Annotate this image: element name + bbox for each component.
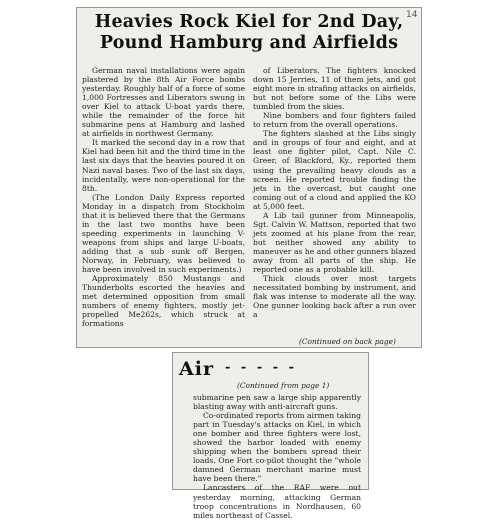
article-column-right bbox=[253, 66, 416, 319]
handwritten-page-mark: 14 bbox=[406, 10, 418, 20]
continuation-head: Air bbox=[179, 358, 214, 380]
paragraph: A Lib tail gunner from Minneapolis, Sgt. Calvin W. Mattson, reported that two jets zoomed at his plane from the rear, but neither showed any ability to maneuver as he and other gunners blazed away from all parts of the ship. He reported one as a probable kill. bbox=[253, 210, 416, 275]
paragraph: Co-ordinated reports from airmen taking part in Tuesday's attacks on Kiel, in which one bomber and three fighters were lost, showed the harbor loaded with enemy shipping when the bombers spread their loads. One Fort co-pilot thought the "whole damned German merchant marine must have been there." bbox=[193, 411, 361, 484]
article-column-left bbox=[82, 66, 245, 328]
continued-from-page-1: (Continued from page 1) bbox=[237, 381, 330, 390]
article-clipping-main bbox=[76, 7, 422, 348]
paragraph: Approximately 850 Mustangs and Thunderbolts escorted the heavies and met determined opposition from small numbers of enemy fighters, mostly jet-propelled Me262s, which struck at formations bbox=[82, 274, 245, 329]
headline-line-2: Pound Hamburg and Airfields bbox=[99, 33, 399, 53]
paragraph: submarine pen saw a large ship apparently blasting away with anti-aircraft guns. bbox=[193, 393, 361, 412]
continuation-dashes: - - - - - bbox=[225, 360, 298, 375]
paragraph: It marked the second day in a row that Kiel had been hit and the third time in the last six days that the heavies poured it on Nazi naval bases. Two of the last six days, incidentally, were non-operational for the 8th. bbox=[82, 138, 245, 193]
paragraph: The fighters slashed at the Libs singly and in groups of four and eight, and at least one fighter pilot, Capt. Nile C. Greer, of Blackford, Ky., reported them using the prevailing heavy clouds as a screen. He reported trouble finding the jets in the overcast, but caught one coming out of a cloud and applied the KO at 5,000 feet. bbox=[253, 129, 416, 211]
article-clipping-continuation bbox=[172, 352, 369, 520]
headline bbox=[77, 12, 421, 54]
headline-line-1: Heavies Rock Kiel for 2nd Day, bbox=[94, 12, 404, 32]
paragraph: of Liberators. The fighters knocked down 15 Jerries, 11 of them jets, and got eight more in strafing attacks on airfields, but not before some of the Libs were tumbled from the skies. bbox=[253, 66, 416, 112]
paragraph: (The London Daily Express reported Monday in a dispatch from Stockholm that it is believed there that the Germans in the last two months have been speeding experiments in launching V-weapons from ships and large U-boats, adding that a sub sunk off Bergen, Norway, in February, was believed to have been involved in such experiments.) bbox=[82, 192, 245, 275]
continuation-column bbox=[193, 393, 361, 520]
paragraph: Nine bombers and four fighters failed to return from the overall operations. bbox=[253, 111, 416, 130]
paragraph: Thick clouds over most targets necessitated bombing by instrument, and flak was intense to moderate all the way. One gunner looking back after a run over a bbox=[253, 274, 416, 320]
continued-on-back-page: (Continued on back page) bbox=[299, 337, 396, 346]
paragraph: Lancasters of the RAF were out yesterday morning, attacking German troop concentrations in Nordhausen, 60 miles northeast of Cassel. bbox=[193, 483, 361, 520]
paragraph: German naval installations were again plastered by the 8th Air Force bombs yesterday. Roughly half of a force of some 1,000 Fortresses and Liberators swung in over Kiel to attack U-boat yards there, while the remainder of the force hit submarine pens at Hamburg and lashed at airfields in northwest Germany. bbox=[82, 66, 245, 139]
